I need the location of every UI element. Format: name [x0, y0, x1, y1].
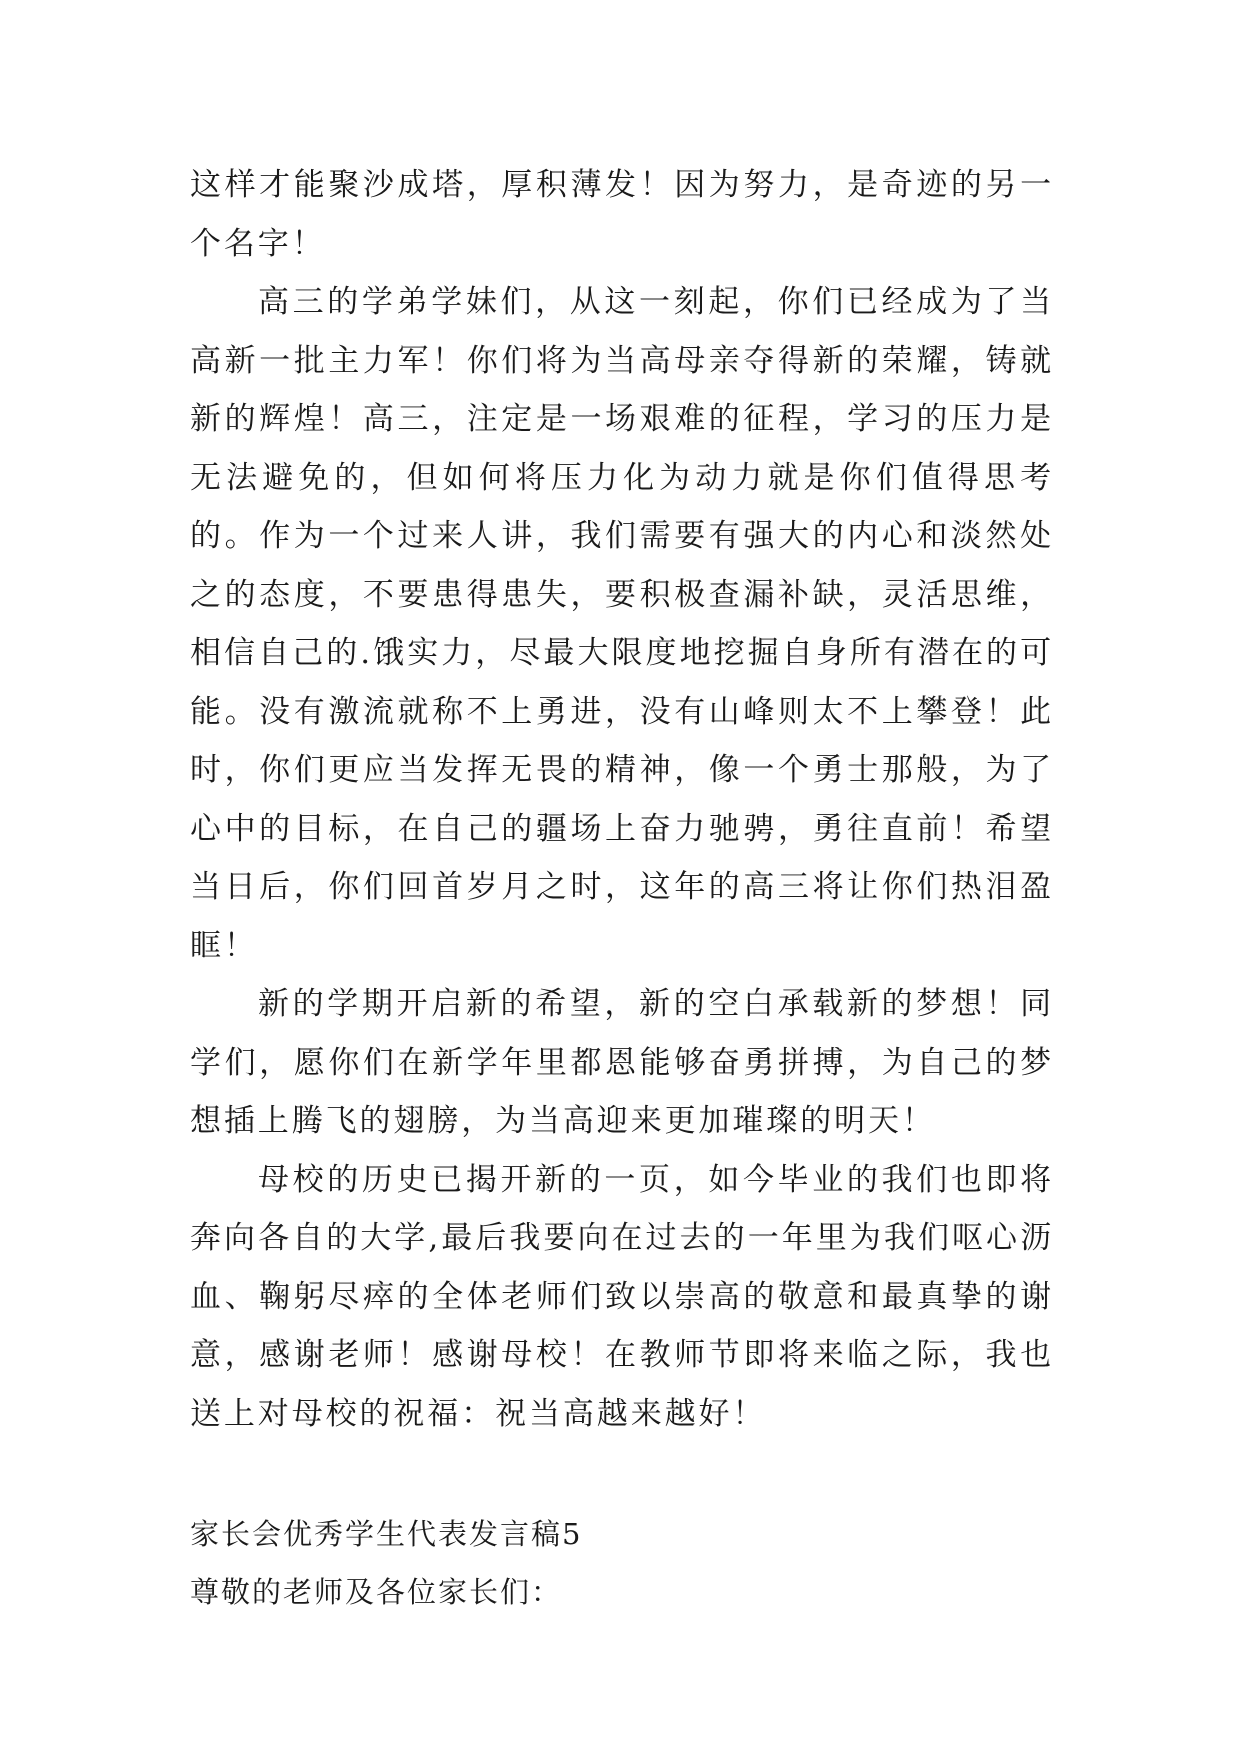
paragraph-4: 母校的历史已揭开新的一页，如今毕业的我们也即将奔向各自的大学,最后我要向在过去的一年里为我们呕心沥血、鞠躬尽瘁的全体老师们致以崇高的敬意和最真挚的谢意，感谢老师！感谢母校！在教师节即将来临之际，我也送上对母校的祝福：祝当高越来越好！	[190, 1161, 1054, 1432]
section-gap	[190, 1443, 1054, 1505]
salutation: 尊敬的老师及各位家长们：	[190, 1575, 563, 1609]
paragraph-3: 新的学期开启新的希望，新的空白承载新的梦想！同学们，愿你们在新学年里都恩能够奋勇拼搏，为自己的梦想插上腾飞的翅膀，为当高迎来更加璀璨的明天！	[190, 986, 1054, 1139]
paragraph-2: 高三的学弟学妹们，从这一刻起，你们已经成为了当高新一批主力军！你们将为当高母亲夺得新的荣耀，铸就新的辉煌！高三，注定是一场艰难的征程，学习的压力是无法避免的，但如何将压力化为动力就是你们值得思考的。作为一个过来人讲，我们需要有强大的内心和淡然处之的态度，不要患得患失，要积极查漏补缺，灵活思维，相信自己的.饿实力，尽最大限度地挖掘自身所有潜在的可能。没有激流就称不上勇进，没有山峰则太不上攀登！此时，你们更应当发挥无畏的精神，像一个勇士那般，为了心中的目标，在自己的疆场上奋力驰骋，勇往直前！希望当日后，你们回首岁月之时，这年的高三将让你们热泪盈眶！	[190, 284, 1054, 964]
document-page	[190, 156, 1054, 1621]
paragraph-1: 这样才能聚沙成塔，厚积薄发！因为努力，是奇迹的另一个名字！	[190, 167, 1054, 262]
section-title: 家长会优秀学生代表发言稿5	[190, 1517, 583, 1551]
